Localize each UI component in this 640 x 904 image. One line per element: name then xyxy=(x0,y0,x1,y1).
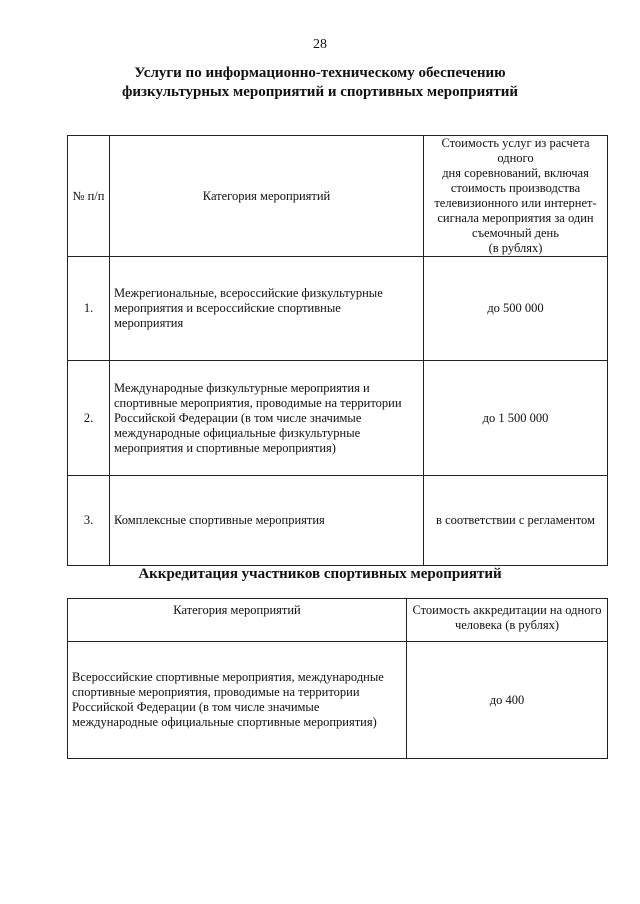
row-category-line: мероприятия и спортивные мероприятия) xyxy=(114,440,336,455)
header-num: № п/п xyxy=(68,136,110,257)
row-category-line: Международные физкультурные мероприятия и xyxy=(114,380,370,395)
row-category-line: Всероссийские спортивные мероприятия, международные xyxy=(72,670,384,684)
section-title-accreditation: Аккредитация участников спортивных мероприятий xyxy=(138,566,502,582)
header-cost-line: человека (в рублях) xyxy=(454,618,560,632)
row-category-line: спортивные мероприятия, проводимые на территории xyxy=(114,395,402,410)
row-category-line: Комплексные спортивные мероприятия xyxy=(114,513,325,527)
header-cost xyxy=(407,599,608,642)
row-cost: до 400 xyxy=(407,642,608,759)
table-row xyxy=(68,257,608,361)
row-num: 3. xyxy=(68,476,110,566)
row-category-line: спортивные мероприятия, проводимые на территории xyxy=(72,685,360,699)
row-category xyxy=(68,642,407,759)
page-number: 28 xyxy=(313,37,327,52)
header-cost-line: Стоимость услуг из расчета одного xyxy=(441,136,590,165)
row-category-line: Межрегиональные, всероссийские физкультурные xyxy=(114,286,383,300)
header-cost-line: сигнала мероприятия за один xyxy=(437,211,594,225)
table-header-row xyxy=(68,599,608,642)
row-category xyxy=(110,257,424,361)
header-category: Категория мероприятий xyxy=(68,599,407,642)
header-cost-line: стоимость производства xyxy=(450,181,581,195)
row-category-line: мероприятия и всероссийские спортивные xyxy=(114,301,341,315)
table-row xyxy=(68,361,608,476)
header-cost-line: съемочный день xyxy=(472,226,559,240)
row-category-line: международные официальные физкультурные xyxy=(114,425,361,440)
row-num: 1. xyxy=(68,257,110,361)
row-cost: в соответствии с регламентом xyxy=(424,476,608,566)
section-title-services xyxy=(0,64,640,102)
row-category xyxy=(110,476,424,566)
header-cost-line: дня соревнований, включая xyxy=(442,166,589,180)
table-header-row xyxy=(68,136,608,257)
row-category-line: Российской Федерации (в том числе значимые xyxy=(72,700,320,714)
table-row xyxy=(68,476,608,566)
row-category xyxy=(110,361,424,476)
row-category-line: Российской Федерации (в том числе значимые xyxy=(114,410,362,425)
header-cost xyxy=(424,136,608,257)
header-cost-line: Стоимость аккредитации на одного xyxy=(412,603,602,617)
header-cost-line: (в рублях) xyxy=(488,241,543,255)
services-table xyxy=(67,135,608,566)
row-category-line: мероприятия xyxy=(114,316,184,330)
accreditation-table xyxy=(67,598,608,759)
section-title-line: физкультурных мероприятий и спортивных мероприятий xyxy=(121,84,519,100)
section-title-line: Услуги по информационно-техническому обеспечению xyxy=(134,65,506,81)
header-category: Категория мероприятий xyxy=(110,136,424,257)
row-num: 2. xyxy=(68,361,110,476)
row-category-line: международные официальные спортивные мероприятия) xyxy=(72,715,377,729)
table-row xyxy=(68,642,608,759)
row-cost: до 1 500 000 xyxy=(424,361,608,476)
header-cost-line: телевизионного или интернет- xyxy=(434,196,597,210)
row-cost: до 500 000 xyxy=(424,257,608,361)
